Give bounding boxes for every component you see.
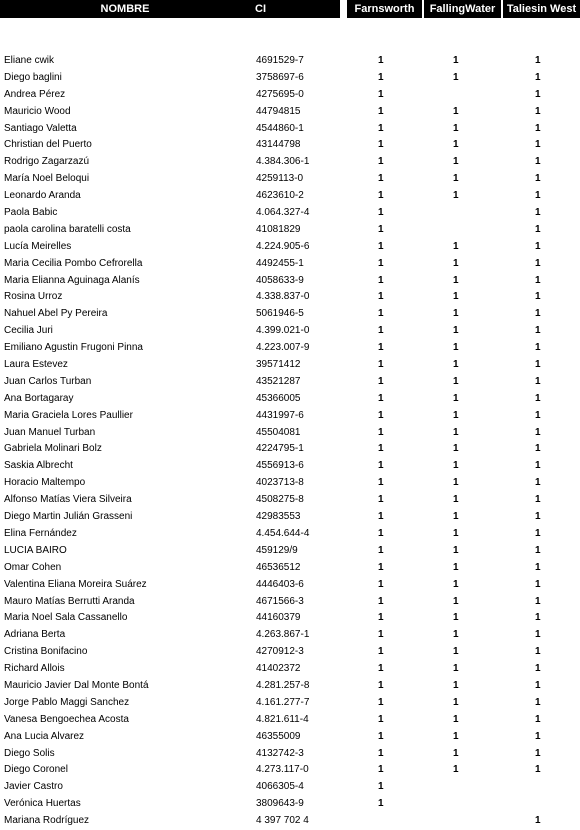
row-fallingwater: 1 xyxy=(453,612,459,624)
table-row xyxy=(0,357,580,374)
table-row xyxy=(0,594,580,611)
row-ci: 4 397 702 4 xyxy=(256,815,309,827)
row-taliesin: 1 xyxy=(535,257,541,269)
row-taliesin: 1 xyxy=(535,815,541,827)
row-name: Mariana Rodríguez xyxy=(4,815,90,827)
row-taliesin: 1 xyxy=(535,392,541,404)
row-farnsworth: 1 xyxy=(378,342,384,354)
row-name: Rosina Urroz xyxy=(4,291,63,303)
table-row xyxy=(0,154,580,171)
row-taliesin: 1 xyxy=(535,595,541,607)
row-taliesin: 1 xyxy=(535,764,541,776)
row-ci: 4.224.905-6 xyxy=(256,240,310,252)
row-ci: 4556913-6 xyxy=(256,460,304,472)
row-fallingwater: 1 xyxy=(453,240,459,252)
row-taliesin: 1 xyxy=(535,426,541,438)
table-row xyxy=(0,340,580,357)
table-row xyxy=(0,762,580,779)
row-fallingwater: 1 xyxy=(453,764,459,776)
row-farnsworth: 1 xyxy=(378,409,384,421)
table-row xyxy=(0,391,580,408)
row-farnsworth: 1 xyxy=(378,595,384,607)
row-ci: 46536512 xyxy=(256,561,301,573)
row-name: Jorge Pablo Maggi Sanchez xyxy=(4,696,130,708)
row-ci: 4446403-6 xyxy=(256,578,304,590)
row-ci: 4.821.611-4 xyxy=(256,713,309,725)
table-row xyxy=(0,273,580,290)
row-farnsworth: 1 xyxy=(378,359,384,371)
table-row xyxy=(0,644,580,661)
row-ci: 4671566-3 xyxy=(256,595,304,607)
header-fallingwater: FallingWater xyxy=(424,0,501,18)
table-row xyxy=(0,374,580,391)
row-taliesin: 1 xyxy=(535,122,541,134)
row-name: Maria Graciela Lores Paullier xyxy=(4,409,133,421)
row-name: Alfonso Matías Viera Silveira xyxy=(4,494,132,506)
table-row xyxy=(0,70,580,87)
row-name: Maria Elianna Aguinaga Alanís xyxy=(4,274,140,286)
row-name: Horacio Maltempo xyxy=(4,477,86,489)
row-fallingwater: 1 xyxy=(453,139,459,151)
row-taliesin: 1 xyxy=(535,663,541,675)
row-farnsworth: 1 xyxy=(378,578,384,590)
table-row xyxy=(0,627,580,644)
row-ci: 46355009 xyxy=(256,730,301,742)
row-ci: 45504081 xyxy=(256,426,301,438)
table-row xyxy=(0,712,580,729)
row-name: Eliane cwik xyxy=(4,55,55,66)
row-farnsworth: 1 xyxy=(378,190,384,202)
row-taliesin: 1 xyxy=(535,629,541,641)
row-farnsworth: 1 xyxy=(378,426,384,438)
row-fallingwater: 1 xyxy=(453,443,459,455)
row-taliesin: 1 xyxy=(535,88,541,100)
row-farnsworth: 1 xyxy=(378,325,384,337)
row-ci: 5061946-5 xyxy=(256,308,304,320)
row-taliesin: 1 xyxy=(535,375,541,387)
row-fallingwater: 1 xyxy=(453,426,459,438)
row-ci: 4431997-6 xyxy=(256,409,304,421)
row-taliesin: 1 xyxy=(535,308,541,320)
row-farnsworth: 1 xyxy=(378,240,384,252)
row-name: Maria Noel Sala Cassanello xyxy=(4,612,128,624)
table-row xyxy=(0,425,580,442)
row-farnsworth: 1 xyxy=(378,291,384,303)
table-row xyxy=(0,813,580,830)
table-row xyxy=(0,87,580,104)
row-ci: 4.064.327-4 xyxy=(256,207,310,219)
row-ci: 45366005 xyxy=(256,392,301,404)
row-taliesin: 1 xyxy=(535,527,541,539)
row-ci: 44160379 xyxy=(256,612,301,624)
table-row xyxy=(0,222,580,239)
row-fallingwater: 1 xyxy=(453,679,459,691)
row-farnsworth: 1 xyxy=(378,223,384,235)
table-row xyxy=(0,492,580,509)
row-ci: 4.281.257-8 xyxy=(256,679,310,691)
row-taliesin: 1 xyxy=(535,747,541,759)
table-row xyxy=(0,441,580,458)
row-name: Juan Carlos Turban xyxy=(4,375,92,387)
row-ci: 4544860-1 xyxy=(256,122,304,134)
table-row xyxy=(0,408,580,425)
row-farnsworth: 1 xyxy=(378,105,384,117)
row-farnsworth: 1 xyxy=(378,544,384,556)
row-fallingwater: 1 xyxy=(453,190,459,202)
row-ci: 4275695-0 xyxy=(256,88,304,100)
row-farnsworth: 1 xyxy=(378,679,384,691)
row-ci: 4270912-3 xyxy=(256,646,304,658)
row-name: Saskia Albrecht xyxy=(4,460,73,472)
row-ci: 3809643-9 xyxy=(256,798,304,810)
row-farnsworth: 1 xyxy=(378,308,384,320)
table-row xyxy=(0,509,580,526)
row-name: Rodrigo Zagarzazú xyxy=(4,156,90,168)
row-ci: 4.384.306-1 xyxy=(256,156,310,168)
table-row xyxy=(0,306,580,323)
row-ci: 4.338.837-0 xyxy=(256,291,310,303)
table-row xyxy=(0,661,580,678)
row-fallingwater: 1 xyxy=(453,460,459,472)
row-fallingwater: 1 xyxy=(453,527,459,539)
row-farnsworth: 1 xyxy=(378,392,384,404)
header-nombre: NOMBRE xyxy=(100,3,150,15)
row-fallingwater: 1 xyxy=(453,663,459,675)
row-farnsworth: 1 xyxy=(378,494,384,506)
row-name: Diego Coronel xyxy=(4,764,68,776)
row-farnsworth: 1 xyxy=(378,88,384,100)
row-fallingwater: 1 xyxy=(453,105,459,117)
row-farnsworth: 1 xyxy=(378,257,384,269)
row-ci: 4058633-9 xyxy=(256,274,304,286)
row-name: Maria Cecilia Pombo Cefrorella xyxy=(4,257,143,269)
row-fallingwater: 1 xyxy=(453,578,459,590)
table-row xyxy=(0,188,580,205)
row-fallingwater: 1 xyxy=(453,274,459,286)
table-row xyxy=(0,796,580,813)
row-farnsworth: 1 xyxy=(378,781,384,793)
row-fallingwater: 1 xyxy=(453,544,459,556)
table-row xyxy=(0,239,580,256)
row-ci: 4.273.117-0 xyxy=(256,764,309,776)
row-ci: 44794815 xyxy=(256,105,301,117)
row-name: Richard Allois xyxy=(4,663,65,675)
row-farnsworth: 1 xyxy=(378,527,384,539)
row-ci: 4224795-1 xyxy=(256,443,304,455)
row-name: Mauricio Wood xyxy=(4,105,71,117)
row-fallingwater: 1 xyxy=(453,359,459,371)
row-taliesin: 1 xyxy=(535,325,541,337)
row-farnsworth: 1 xyxy=(378,173,384,185)
row-fallingwater: 1 xyxy=(453,696,459,708)
row-fallingwater: 1 xyxy=(453,375,459,387)
header-taliesin-west: Taliesin West xyxy=(503,0,580,18)
row-taliesin: 1 xyxy=(535,55,541,66)
row-ci: 42983553 xyxy=(256,511,301,523)
row-taliesin: 1 xyxy=(535,494,541,506)
row-fallingwater: 1 xyxy=(453,730,459,742)
row-taliesin: 1 xyxy=(535,156,541,168)
row-farnsworth: 1 xyxy=(378,730,384,742)
table-row xyxy=(0,475,580,492)
row-fallingwater: 1 xyxy=(453,392,459,404)
table-row xyxy=(0,526,580,543)
table-row xyxy=(0,746,580,763)
row-farnsworth: 1 xyxy=(378,156,384,168)
row-name: Emiliano Agustin Frugoni Pinna xyxy=(4,342,143,354)
row-name: Lucía Meirelles xyxy=(4,240,72,252)
row-farnsworth: 1 xyxy=(378,663,384,675)
row-taliesin: 1 xyxy=(535,561,541,573)
row-ci: 4.263.867-1 xyxy=(256,629,310,641)
header-nombre-ci-bar xyxy=(0,0,340,18)
table-row xyxy=(0,137,580,154)
row-name: paola carolina baratelli costa xyxy=(4,223,131,235)
row-farnsworth: 1 xyxy=(378,612,384,624)
table-row xyxy=(0,458,580,475)
row-fallingwater: 1 xyxy=(453,325,459,337)
row-fallingwater: 1 xyxy=(453,156,459,168)
row-taliesin: 1 xyxy=(535,223,541,235)
row-farnsworth: 1 xyxy=(378,139,384,151)
row-fallingwater: 1 xyxy=(453,409,459,421)
row-farnsworth: 1 xyxy=(378,629,384,641)
table-row xyxy=(0,779,580,796)
row-name: Diego Martin Julián Grasseni xyxy=(4,511,133,523)
row-ci: 41402372 xyxy=(256,663,301,675)
row-ci: 3758697-6 xyxy=(256,71,304,83)
row-fallingwater: 1 xyxy=(453,291,459,303)
row-fallingwater: 1 xyxy=(453,342,459,354)
row-taliesin: 1 xyxy=(535,460,541,472)
row-name: Leonardo Aranda xyxy=(4,190,81,202)
row-taliesin: 1 xyxy=(535,409,541,421)
row-ci: 4.223.007-9 xyxy=(256,342,310,354)
row-name: Ana Lucia Alvarez xyxy=(4,730,85,742)
row-farnsworth: 1 xyxy=(378,798,384,810)
row-taliesin: 1 xyxy=(535,359,541,371)
row-farnsworth: 1 xyxy=(378,696,384,708)
row-fallingwater: 1 xyxy=(453,595,459,607)
row-ci: 4492455-1 xyxy=(256,257,304,269)
row-fallingwater: 1 xyxy=(453,257,459,269)
row-farnsworth: 1 xyxy=(378,460,384,472)
row-farnsworth: 1 xyxy=(378,71,384,83)
row-farnsworth: 1 xyxy=(378,122,384,134)
row-ci: 39571412 xyxy=(256,359,301,371)
row-farnsworth: 1 xyxy=(378,764,384,776)
row-ci: 4.161.277-7 xyxy=(256,696,310,708)
row-taliesin: 1 xyxy=(535,730,541,742)
row-taliesin: 1 xyxy=(535,207,541,219)
row-ci: 4691529-7 xyxy=(256,55,304,66)
row-taliesin: 1 xyxy=(535,342,541,354)
row-ci: 4508275-8 xyxy=(256,494,304,506)
row-fallingwater: 1 xyxy=(453,511,459,523)
table-row xyxy=(0,205,580,222)
row-name: Christian del Puerto xyxy=(4,139,92,151)
row-fallingwater: 1 xyxy=(453,561,459,573)
row-name: Andrea Pérez xyxy=(4,88,66,100)
row-name: LUCIA BAIRO xyxy=(4,544,67,556)
row-fallingwater: 1 xyxy=(453,122,459,134)
row-ci: 4.399.021-0 xyxy=(256,325,310,337)
row-ci: 4132742-3 xyxy=(256,747,304,759)
row-name: Omar Cohen xyxy=(4,561,62,573)
table-row xyxy=(0,53,580,70)
row-taliesin: 1 xyxy=(535,578,541,590)
row-name: Ana Bortagaray xyxy=(4,392,74,404)
row-taliesin: 1 xyxy=(535,646,541,658)
row-farnsworth: 1 xyxy=(378,55,384,66)
table-row xyxy=(0,256,580,273)
row-ci: 4.454.644-4 xyxy=(256,527,310,539)
row-fallingwater: 1 xyxy=(453,629,459,641)
row-name: Gabriela Molinari Bolz xyxy=(4,443,102,455)
row-farnsworth: 1 xyxy=(378,713,384,725)
row-name: Laura Estevez xyxy=(4,359,68,371)
row-ci: 4023713-8 xyxy=(256,477,304,489)
table-row xyxy=(0,289,580,306)
row-name: Elina Fernández xyxy=(4,527,77,539)
row-farnsworth: 1 xyxy=(378,477,384,489)
row-taliesin: 1 xyxy=(535,477,541,489)
row-taliesin: 1 xyxy=(535,240,541,252)
row-name: Mauro Matías Berrutti Aranda xyxy=(4,595,135,607)
row-ci: 43144798 xyxy=(256,139,301,151)
table-row xyxy=(0,695,580,712)
row-ci: 43521287 xyxy=(256,375,301,387)
row-fallingwater: 1 xyxy=(453,646,459,658)
row-farnsworth: 1 xyxy=(378,646,384,658)
row-taliesin: 1 xyxy=(535,443,541,455)
row-ci: 41081829 xyxy=(256,223,301,235)
row-farnsworth: 1 xyxy=(378,443,384,455)
row-taliesin: 1 xyxy=(535,139,541,151)
row-taliesin: 1 xyxy=(535,173,541,185)
row-taliesin: 1 xyxy=(535,612,541,624)
row-taliesin: 1 xyxy=(535,713,541,725)
row-farnsworth: 1 xyxy=(378,207,384,219)
row-farnsworth: 1 xyxy=(378,561,384,573)
row-fallingwater: 1 xyxy=(453,477,459,489)
row-taliesin: 1 xyxy=(535,71,541,83)
row-ci: 4623610-2 xyxy=(256,190,304,202)
row-taliesin: 1 xyxy=(535,105,541,117)
row-name: Juan Manuel Turban xyxy=(4,426,96,438)
row-taliesin: 1 xyxy=(535,679,541,691)
row-name: Paola Babic xyxy=(4,207,58,219)
row-farnsworth: 1 xyxy=(378,375,384,387)
row-ci: 459129/9 xyxy=(256,544,298,556)
table-row xyxy=(0,323,580,340)
row-name: Verónica Huertas xyxy=(4,798,81,810)
table-row xyxy=(0,121,580,138)
row-fallingwater: 1 xyxy=(453,494,459,506)
header-farnsworth: Farnsworth xyxy=(347,0,422,18)
row-ci: 4066305-4 xyxy=(256,781,304,793)
attendance-table xyxy=(0,53,580,830)
row-name: Nahuel Abel Py Pereira xyxy=(4,308,108,320)
row-name: Diego Solis xyxy=(4,747,55,759)
row-farnsworth: 1 xyxy=(378,274,384,286)
row-fallingwater: 1 xyxy=(453,55,459,66)
row-fallingwater: 1 xyxy=(453,173,459,185)
row-ci: 4259113-0 xyxy=(256,173,304,185)
row-name: Cecilia Juri xyxy=(4,325,53,337)
row-taliesin: 1 xyxy=(535,696,541,708)
row-fallingwater: 1 xyxy=(453,713,459,725)
table-row xyxy=(0,104,580,121)
row-taliesin: 1 xyxy=(535,544,541,556)
header-ci: CI xyxy=(255,3,266,15)
row-name: Valentina Eliana Moreira Suárez xyxy=(4,578,147,590)
row-fallingwater: 1 xyxy=(453,71,459,83)
row-fallingwater: 1 xyxy=(453,747,459,759)
row-fallingwater: 1 xyxy=(453,308,459,320)
row-name: Mauricio Javier Dal Monte Bontá xyxy=(4,679,149,691)
table-row xyxy=(0,543,580,560)
row-name: María Noel Beloqui xyxy=(4,173,90,185)
row-name: Vanesa Bengoechea Acosta xyxy=(4,713,129,725)
table-row xyxy=(0,729,580,746)
row-name: Diego baglini xyxy=(4,71,62,83)
row-farnsworth: 1 xyxy=(378,511,384,523)
row-name: Cristina Bonifacino xyxy=(4,646,88,658)
row-taliesin: 1 xyxy=(535,291,541,303)
row-name: Adriana Berta xyxy=(4,629,66,641)
row-name: Javier Castro xyxy=(4,781,63,793)
table-row xyxy=(0,610,580,627)
row-taliesin: 1 xyxy=(535,511,541,523)
row-taliesin: 1 xyxy=(535,274,541,286)
table-row xyxy=(0,171,580,188)
row-farnsworth: 1 xyxy=(378,747,384,759)
table-row xyxy=(0,678,580,695)
row-name: Santiago Valetta xyxy=(4,122,77,134)
row-taliesin: 1 xyxy=(535,190,541,202)
table-row xyxy=(0,560,580,577)
table-row xyxy=(0,577,580,594)
